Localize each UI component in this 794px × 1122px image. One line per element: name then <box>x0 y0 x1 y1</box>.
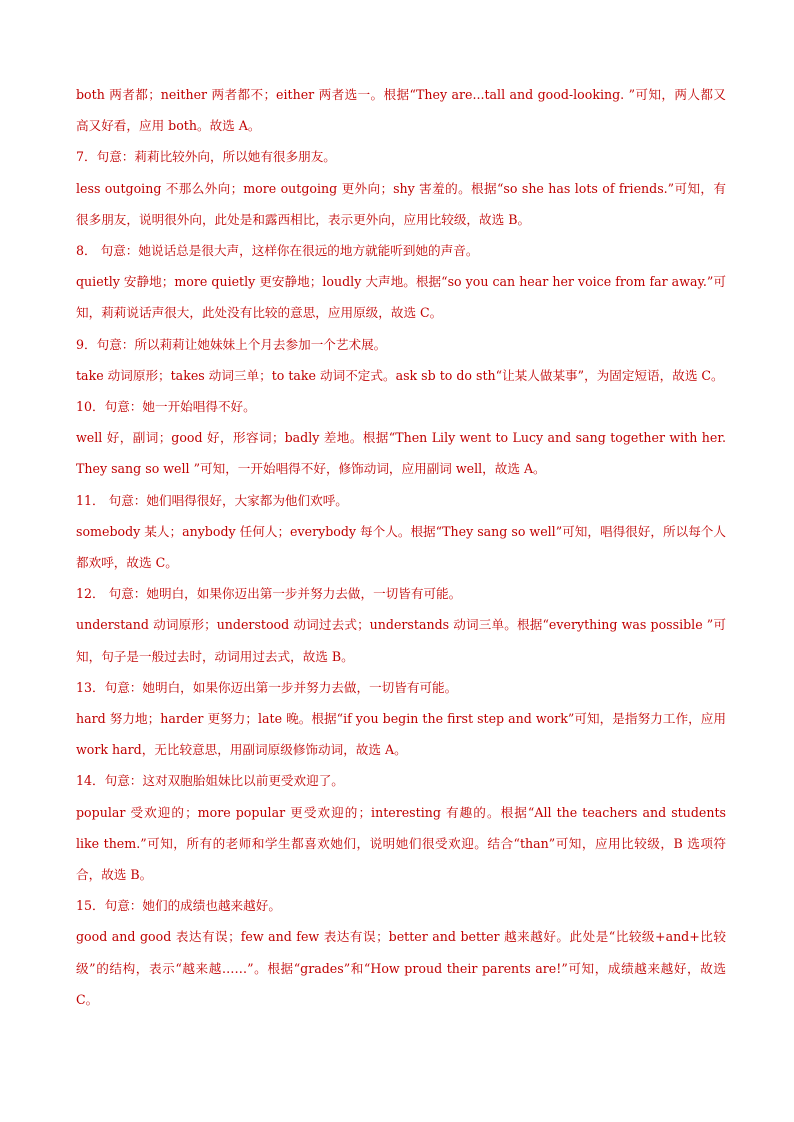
question-12-explanation: understand 动词原形；understood 动词过去式；understands 动词三单。根据“everything was possible ”可知，句子是一般过去时，动词用过去式，故选 B。 <box>76 617 726 664</box>
question-11-sentence: 11． 句意：她们唱得很好，大家都为他们欢呼。 <box>76 492 348 508</box>
question-14-explanation: popular 受欢迎的；more popular 更受欢迎的；interesting 有趣的。根据“All the teachers and students like them.”可知，所有的老师和学生都喜欢她们，说明她们很受欢迎。结合“than”可知，应用比较级，B 选项符合，故选 B。 <box>76 804 726 883</box>
question-8-explanation: quietly 安静地；more quietly 更安静地；loudly 大声地。根据“so you can hear her voice from far away.”可知，莉莉说话声很大，此处没有比较的意思，应用原级，故选 C。 <box>76 274 726 321</box>
question-10-explanation: well 好，副词；good 好，形容词；badly 差地。根据“Then Lily went to Lucy and sang together with her. They sang so well ”可知，一开始唱得不好，修饰动词，应用副词 well，故选 A。 <box>76 430 726 477</box>
question-9-explanation: take 动词原形；takes 动词三单；to take 动词不定式。ask sb to do sth“让某人做某事”，为固定短语，故选 C。 <box>76 367 724 383</box>
question-7-sentence: 7．句意：莉莉比较外向，所以她有很多朋友。 <box>76 149 336 165</box>
question-14-sentence: 14．句意：这对双胞胎姐妹比以前更受欢迎了。 <box>76 773 344 789</box>
question-10-sentence: 10．句意：她一开始唱得不好。 <box>76 399 256 415</box>
question-13-explanation: hard 努力地；harder 更努力；late 晚。根据“if you begin the first step and work”可知，是指努力工作，应用 work hard，无比较意思，用副词原级修饰动词，故选 A。 <box>76 711 726 758</box>
question-15-explanation: good and good 表达有误；few and few 表达有误；better and better 越来越好。此处是“比较级+and+比较级”的结构，表示“越来越……”。根据“grades”和“How proud their parents are!”可知，成绩越来越好，故选 C。 <box>76 929 726 1007</box>
question-12-sentence: 12． 句意：她明白，如果你迈出第一步并努力去做，一切皆有可能。 <box>76 586 462 602</box>
answer-explanation-page <box>76 79 726 1015</box>
question-7-explanation: less outgoing 不那么外向；more outgoing 更外向；shy 害羞的。根据“so she has lots of friends.”可知，有很多朋友，说明很外向，此处是和露西相比，表示更外向，应用比较级，故选 B。 <box>76 180 726 227</box>
question-9-sentence: 9．句意：所以莉莉让她妹妹上个月去参加一个艺术展。 <box>76 336 387 352</box>
explanation-paragraph: both 两者都；neither 两者都不；either 两者选一。根据“They are...tall and good-looking. ”可知，两人都又高又好看，应用 both。故选 A。 <box>76 87 726 134</box>
question-8-sentence: 8． 句意：她说话总是很大声，这样你在很远的地方就能听到她的声音。 <box>76 243 479 259</box>
question-15-sentence: 15．句意：她们的成绩也越来越好。 <box>76 898 281 914</box>
question-11-explanation: somebody 某人；anybody 任何人；everybody 每个人。根据“They sang so well”可知，唱得很好，所以每个人都欢呼，故选 C。 <box>76 523 726 571</box>
question-13-sentence: 13．句意：她明白，如果你迈出第一步并努力去做，一切皆有可能。 <box>76 679 458 695</box>
